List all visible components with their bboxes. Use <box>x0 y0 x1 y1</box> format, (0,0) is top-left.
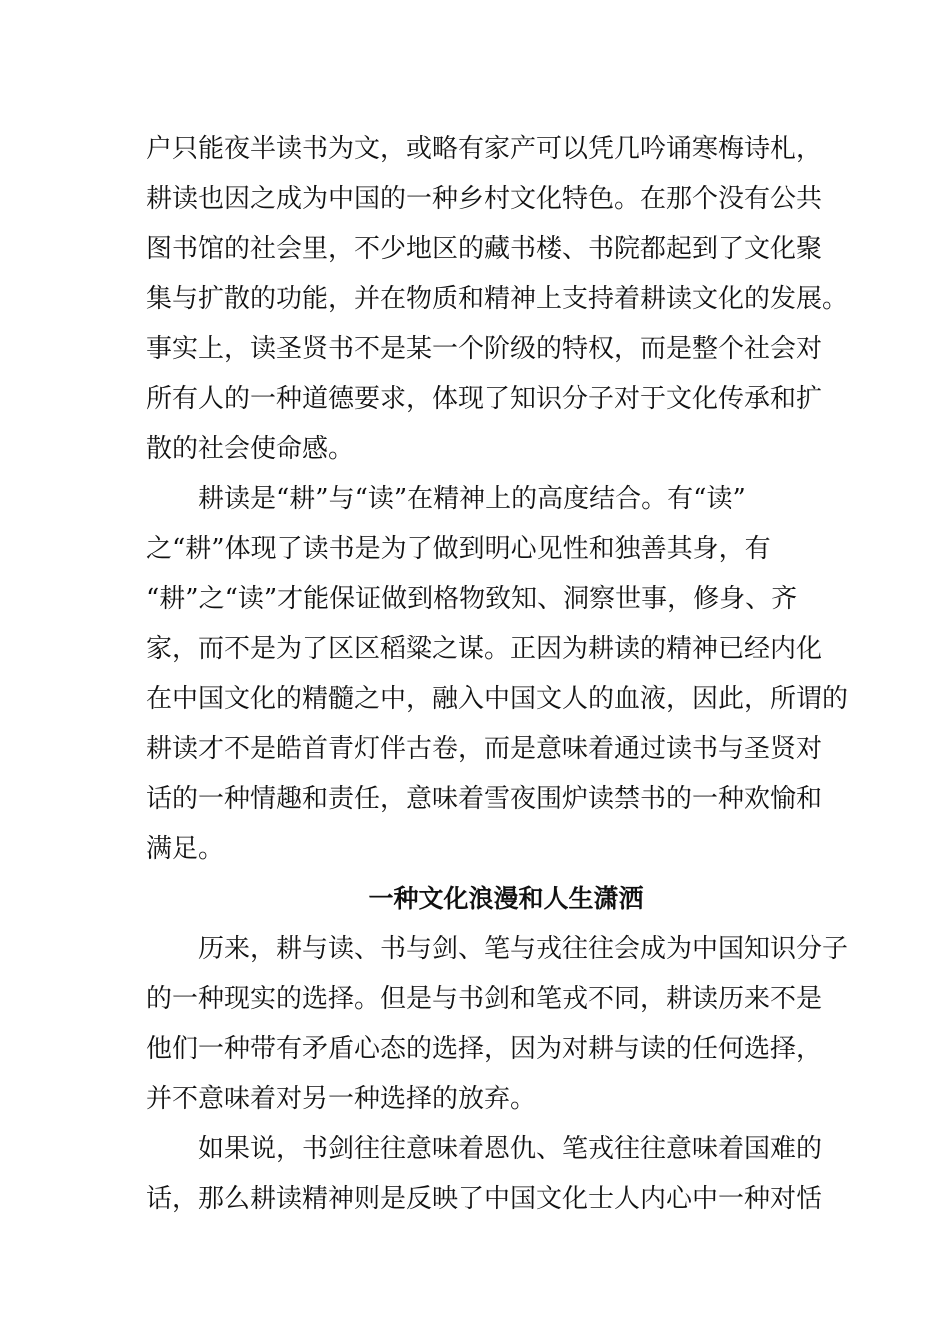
text-line: 事实上，读圣贤书不是某一个阶级的特权，而是整个社会对 <box>146 334 823 364</box>
text-line: 话的一种情趣和责任，意味着雪夜围炉读禁书的一种欢愉和 <box>146 784 823 814</box>
paragraph-3 <box>146 924 849 1124</box>
text-line: 所有人的一种道德要求，体现了知识分子对于文化传承和扩 <box>146 384 823 414</box>
text-line: 他们一种带有矛盾心态的选择，因为对耕与读的任何选择， <box>146 1034 823 1064</box>
text-line: 如果说，书剑往往意味着恩仇、笔戎往往意味着国难的 <box>146 1134 823 1164</box>
text-line: 并不意味着对另一种选择的放弃。 <box>146 1084 537 1114</box>
text-line: 之“耕”体现了读书是为了做到明心见性和独善其身，有 <box>146 534 771 564</box>
text-line: 在中国文化的精髓之中，融入中国文人的血液，因此，所谓的 <box>146 684 849 714</box>
paragraph-4 <box>146 1124 826 1224</box>
document-body <box>146 124 849 1224</box>
text-line: 的一种现实的选择。但是与书剑和笔戎不同，耕读历来不是 <box>146 984 823 1014</box>
text-line: 历来，耕与读、书与剑、笔与戎往往会成为中国知识分子 <box>146 934 849 964</box>
section-heading: 一种文化浪漫和人生潇洒 <box>368 884 644 913</box>
text-line: 话，那么耕读精神则是反映了中国文化士人内心中一种对恬 <box>146 1184 823 1214</box>
text-line: 散的社会使命感。 <box>146 434 355 464</box>
text-line: 耕读才不是皓首青灯伴古卷，而是意味着通过读书与圣贤对 <box>146 734 823 764</box>
text-line: 耕读是“耕”与“读”在精神上的高度结合。有“读” <box>146 484 746 514</box>
text-line: “耕”之“读”才能保证做到格物致知、洞察世事，修身、齐 <box>146 584 798 614</box>
paragraph-1 <box>146 124 849 474</box>
text-line: 满足。 <box>146 834 225 864</box>
text-line: 家，而不是为了区区稻粱之谋。正因为耕读的精神已经内化 <box>146 634 823 664</box>
text-line: 图书馆的社会里，不少地区的藏书楼、书院都起到了文化聚 <box>146 234 823 264</box>
paragraph-2 <box>146 474 849 874</box>
text-line: 耕读也因之成为中国的一种乡村文化特色。在那个没有公共 <box>146 184 823 214</box>
text-line: 户只能夜半读书为文，或略有家产可以凭几吟诵寒梅诗札， <box>146 134 823 164</box>
text-line: 集与扩散的功能，并在物质和精神上支持着耕读文化的发展。 <box>146 284 849 314</box>
